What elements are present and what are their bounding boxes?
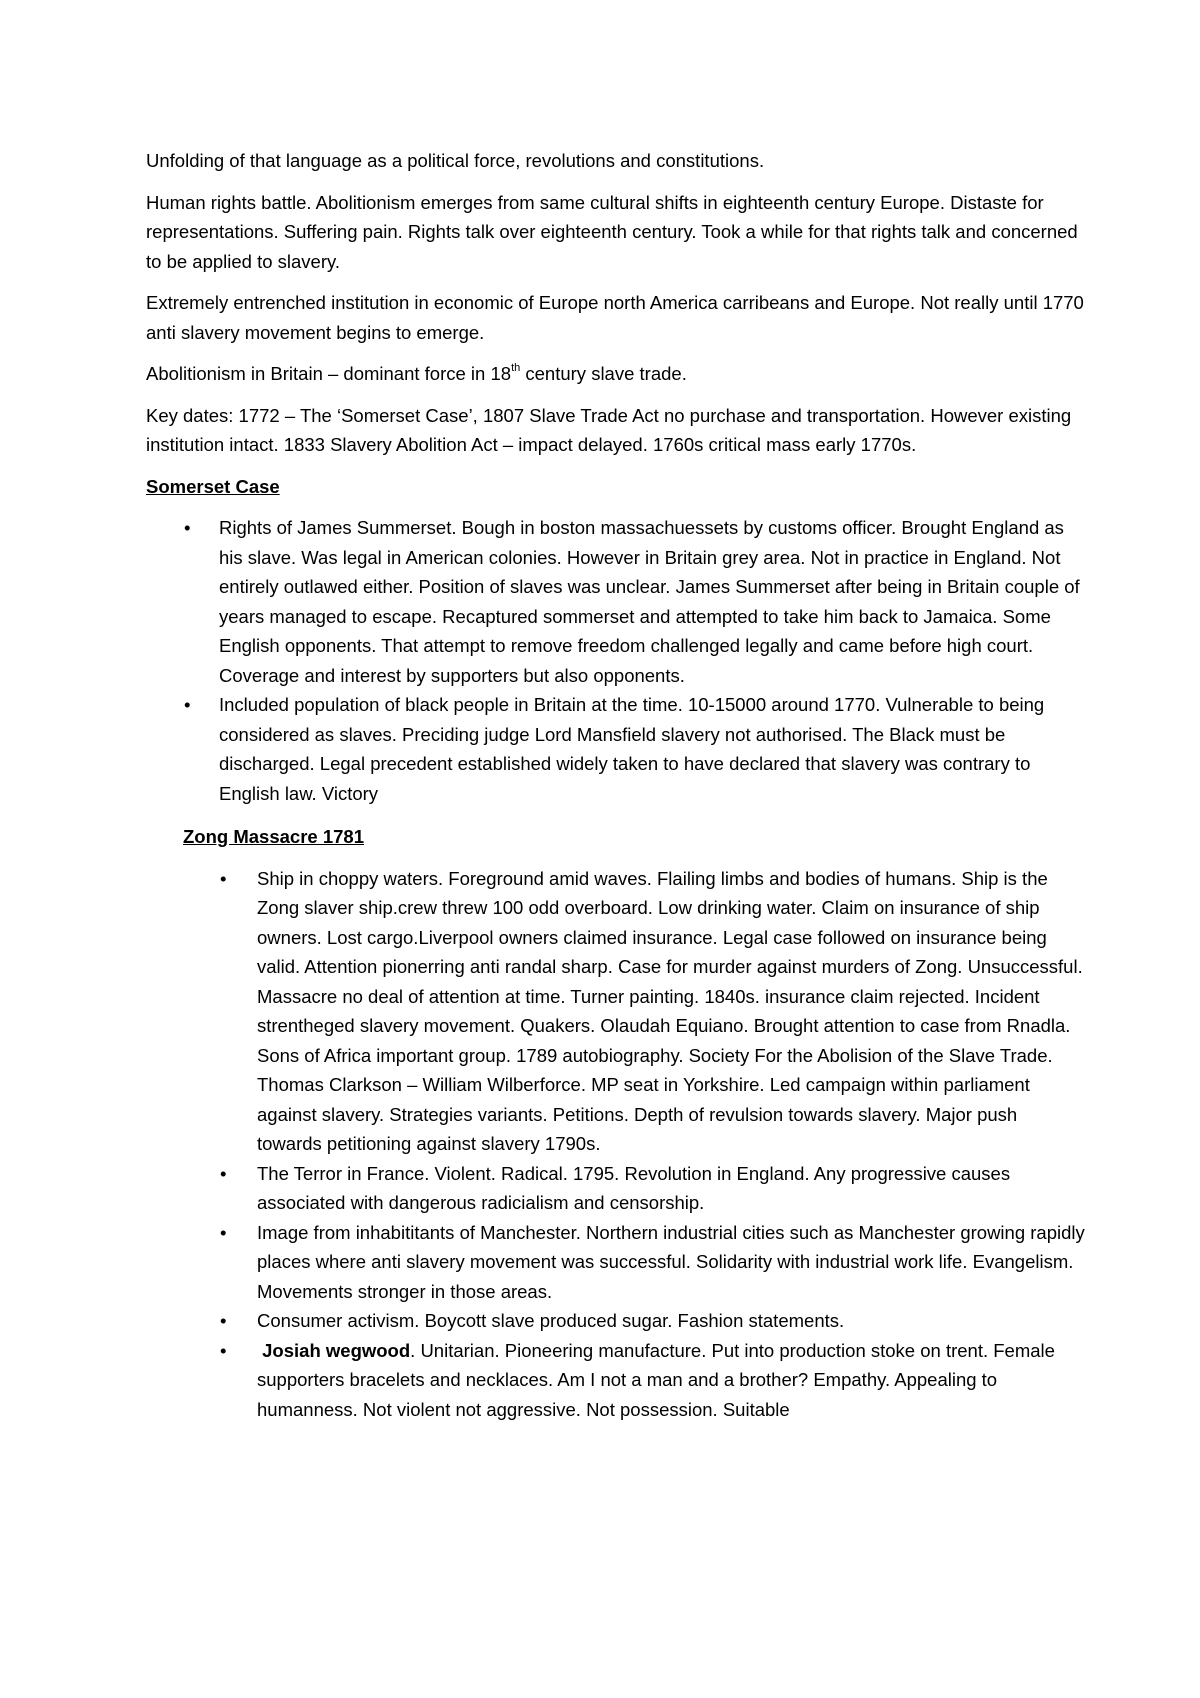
paragraph-intro: Unfolding of that language as a political force, revolutions and constitutions.: [146, 150, 765, 171]
heading-zong-massacre: Zong Massacre 1781: [183, 826, 364, 847]
list-item: [146, 864, 1086, 1159]
bullet-icon: •: [220, 1162, 227, 1184]
zong-bullet-list: [146, 864, 1086, 1425]
heading-somerset-case: Somerset Case: [146, 475, 280, 497]
superscript-th: th: [511, 361, 521, 374]
paragraph-abolitionism-text: Abolitionism in Britain – dominant force in 18: [146, 363, 512, 384]
list-item: [146, 1306, 1086, 1336]
bullet-icon: •: [220, 1310, 227, 1331]
list-item: [146, 513, 1086, 690]
list-item: [146, 1336, 1086, 1425]
paragraph-human-rights: Human rights battle. Abolitionism emerges from same cultural shifts in eighteenth century Europe. Distaste for representations. Suffering pain. Rights talk over eighteenth century. Took a while for that rights talk and concerned to be applied to slavery.: [146, 191, 1078, 272]
somerset-bullet-list: [146, 513, 1086, 808]
paragraph-abolitionism-britain: [146, 359, 1086, 389]
list-item-text: Rights of James Summerset. Bough in boston massachuessets by customs officer. Brought England as his slave. Was legal in American colonies. However in Britain grey area. Not in practice in England. Not entirely outlawed either. Position of slaves was unclear. James Summerset after being in Britain couple of years managed to escape. Recaptured sommerset and attempted to take him back to Jamaica. Some English opponents. That attempt to remove freedom challenged legally and came before high court. Coverage and interest by supporters but also opponents.: [219, 517, 1080, 686]
bullet-icon: •: [220, 1221, 227, 1243]
paragraph-abolitionism-text-end: century slave trade.: [520, 363, 687, 384]
list-item-text: Image from inhabititants of Manchester. Northern industrial cities such as Manchester growing rapidly places where anti slavery movement was successful. Solidarity with industrial work life. Evangelism. Movements stronger in those areas.: [257, 1221, 1085, 1302]
list-item: [146, 1218, 1086, 1307]
paragraph-entrenched-institution: Extremely entrenched institution in economic of Europe north America carribeans and Europe. Not really until 1770 anti slavery movement begins to emerge.: [146, 292, 1084, 343]
list-item-text: The Terror in France. Violent. Radical. 1795. Revolution in England. Any progressive causes associated with dangerous radicialism and censorship.: [257, 1162, 1011, 1213]
list-item: [146, 1159, 1086, 1218]
paragraph-key-dates: Key dates: 1772 – The ‘Somerset Case’, 1807 Slave Trade Act no purchase and transportation. However existing institution intact. 1833 Slavery Abolition Act – impact delayed. 1760s critical mass early 1770s.: [146, 404, 1072, 455]
bullet-icon: •: [220, 1339, 227, 1361]
list-item-text: Included population of black people in Britain at the time. 10-15000 around 1770. Vulnerable to being considered as slaves. Preciding judge Lord Mansfield slavery not authorised. The Black must be discharged. Legal precedent established widely taken to have declared that slavery was contrary to English law. Victory: [219, 694, 1045, 804]
list-item-text: Consumer activism. Boycott slave produced sugar. Fashion statements.: [257, 1310, 845, 1331]
bullet-icon: •: [184, 517, 191, 538]
list-item-text-rest: . Unitarian. Pioneering manufacture. Put into production stoke on trent. Female supporters bracelets and necklaces. Am I not a man and a brother? Empathy. Appealing to humanness. Not violent not aggressive. Not possession. Suitable: [257, 1339, 1055, 1420]
bullet-icon: •: [220, 867, 227, 889]
list-item: [146, 690, 1086, 808]
document-body: [146, 146, 1086, 1438]
bullet-icon: •: [184, 694, 191, 715]
bold-name-josiah-wegwood: Josiah wegwood: [262, 1339, 411, 1361]
list-item-text: [257, 1340, 1055, 1420]
list-item-text: Ship in choppy waters. Foreground amid waves. Flailing limbs and bodies of humans. Ship is the Zong slaver ship.crew threw 100 odd overboard. Low drinking water. Claim on insurance of ship owners. Lost cargo.Liverpool owners claimed insurance. Legal case followed on insurance being valid. Attention pionerring anti randal sharp. Case for murder against murders of Zong. Unsuccessful. Massacre no deal of attention at time. Turner painting. 1840s. insurance claim rejected. Incident strentheged slavery movement. Quakers. Olaudah Equiano. Brought attention to case from Rnadla. Sons of Africa important group. 1789 autobiography. Society For the Abolision of the Slave Trade. Thomas Clarkson – William Wilberforce. MP seat in Yorkshire. Led campaign within parliament against slavery. Strategies variants. Petitions. Depth of revulsion towards slavery. Major push towards petitioning against slavery 1790s.: [257, 867, 1083, 1154]
